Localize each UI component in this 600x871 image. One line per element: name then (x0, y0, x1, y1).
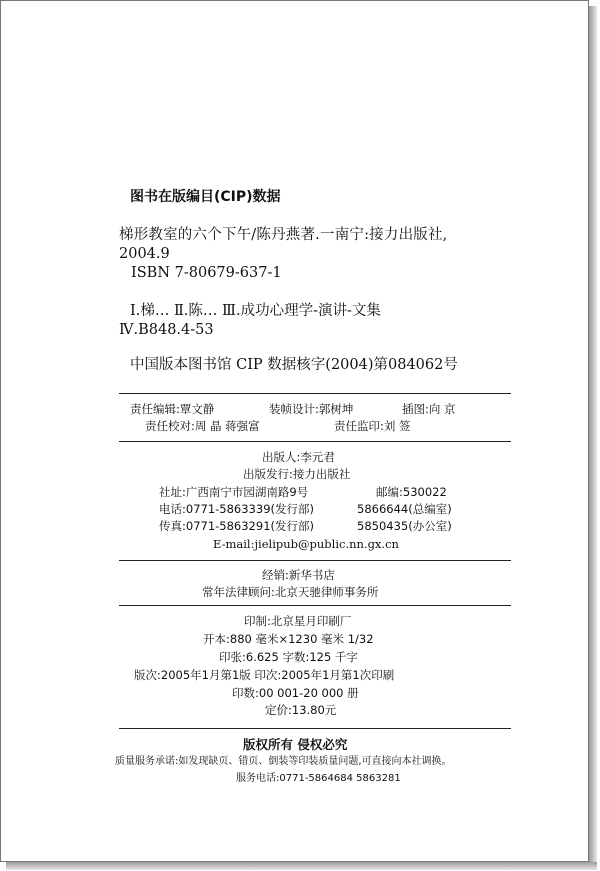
publisher-email: E-mail:jielipub@public.nn.gx.cn (213, 537, 399, 551)
sheets-and-words: 印张:6.625 字数:125 千字 (219, 650, 358, 664)
publisher-postcode: 邮编:530022 (376, 485, 447, 499)
divider (119, 441, 511, 442)
distributor: 经销:新华书店 (262, 568, 335, 582)
legal-advisor: 常年法律顾问:北京天驰律师事务所 (202, 585, 379, 599)
publisher-house: 出版发行:接力出版社 (243, 467, 351, 481)
publisher-fax: 传真:0771-5863291(发行部) (159, 519, 314, 533)
publisher-phone-editorial: 5866644(总编室) (357, 502, 452, 516)
publisher-person: 出版人:李元君 (262, 450, 335, 464)
divider (119, 605, 511, 606)
proofreaders: 责任校对:周 晶 蒋强富 (145, 419, 260, 433)
divider (119, 560, 511, 561)
print-run: 印数:00 001-20 000 册 (232, 686, 359, 700)
cip-date: 2004.9 (119, 246, 170, 262)
print-supervisor: 责任监印:刘 签 (334, 419, 411, 433)
cip-isbn: ISBN 7-80679-637-1 (131, 265, 282, 281)
edition-and-printing: 版次:2005年1月第1版 印次:2005年1月第1次印刷 (134, 668, 395, 682)
publisher-fax-office: 5850435(办公室) (357, 519, 452, 533)
divider (119, 728, 511, 729)
service-phone: 服务电话:0771-5864684 5863281 (236, 773, 401, 784)
publisher-address: 社址:广西南宁市园湖南路9号 (159, 485, 309, 499)
cip-heading: 图书在版编目(CIP)数据 (130, 189, 281, 205)
responsible-editor: 责任编辑:覃文静 (130, 402, 215, 416)
cip-classification: Ⅳ.B848.4-53 (119, 322, 214, 338)
cip-verification: 中国版本图书馆 CIP 数据核字(2004)第084062号 (130, 357, 458, 373)
format: 开本:880 毫米×1230 毫米 1/32 (203, 632, 374, 646)
divider (119, 393, 511, 394)
page-shadow-bottom (6, 862, 597, 870)
illustrator: 插图:向 京 (402, 402, 456, 416)
page-shadow-right (589, 6, 597, 868)
quality-promise: 质量服务承诺:如发现缺页、错页、倒装等印装质量问题,可直接向本社调换。 (115, 756, 452, 767)
cover-designer: 装帧设计:郭树坤 (269, 402, 354, 416)
cip-subject-line: Ⅰ.梯… Ⅱ.陈… Ⅲ.成功心理学-演讲-文集 (130, 303, 381, 319)
rights-notice: 版权所有 侵权必究 (243, 737, 348, 752)
cip-title-line: 梯形教室的六个下午/陈丹燕著.一南宁:接力出版社, (119, 227, 448, 243)
printer: 印制:北京星月印刷厂 (244, 614, 352, 628)
price: 定价:13.80元 (265, 703, 337, 717)
publisher-phone: 电话:0771-5863339(发行部) (159, 502, 314, 516)
